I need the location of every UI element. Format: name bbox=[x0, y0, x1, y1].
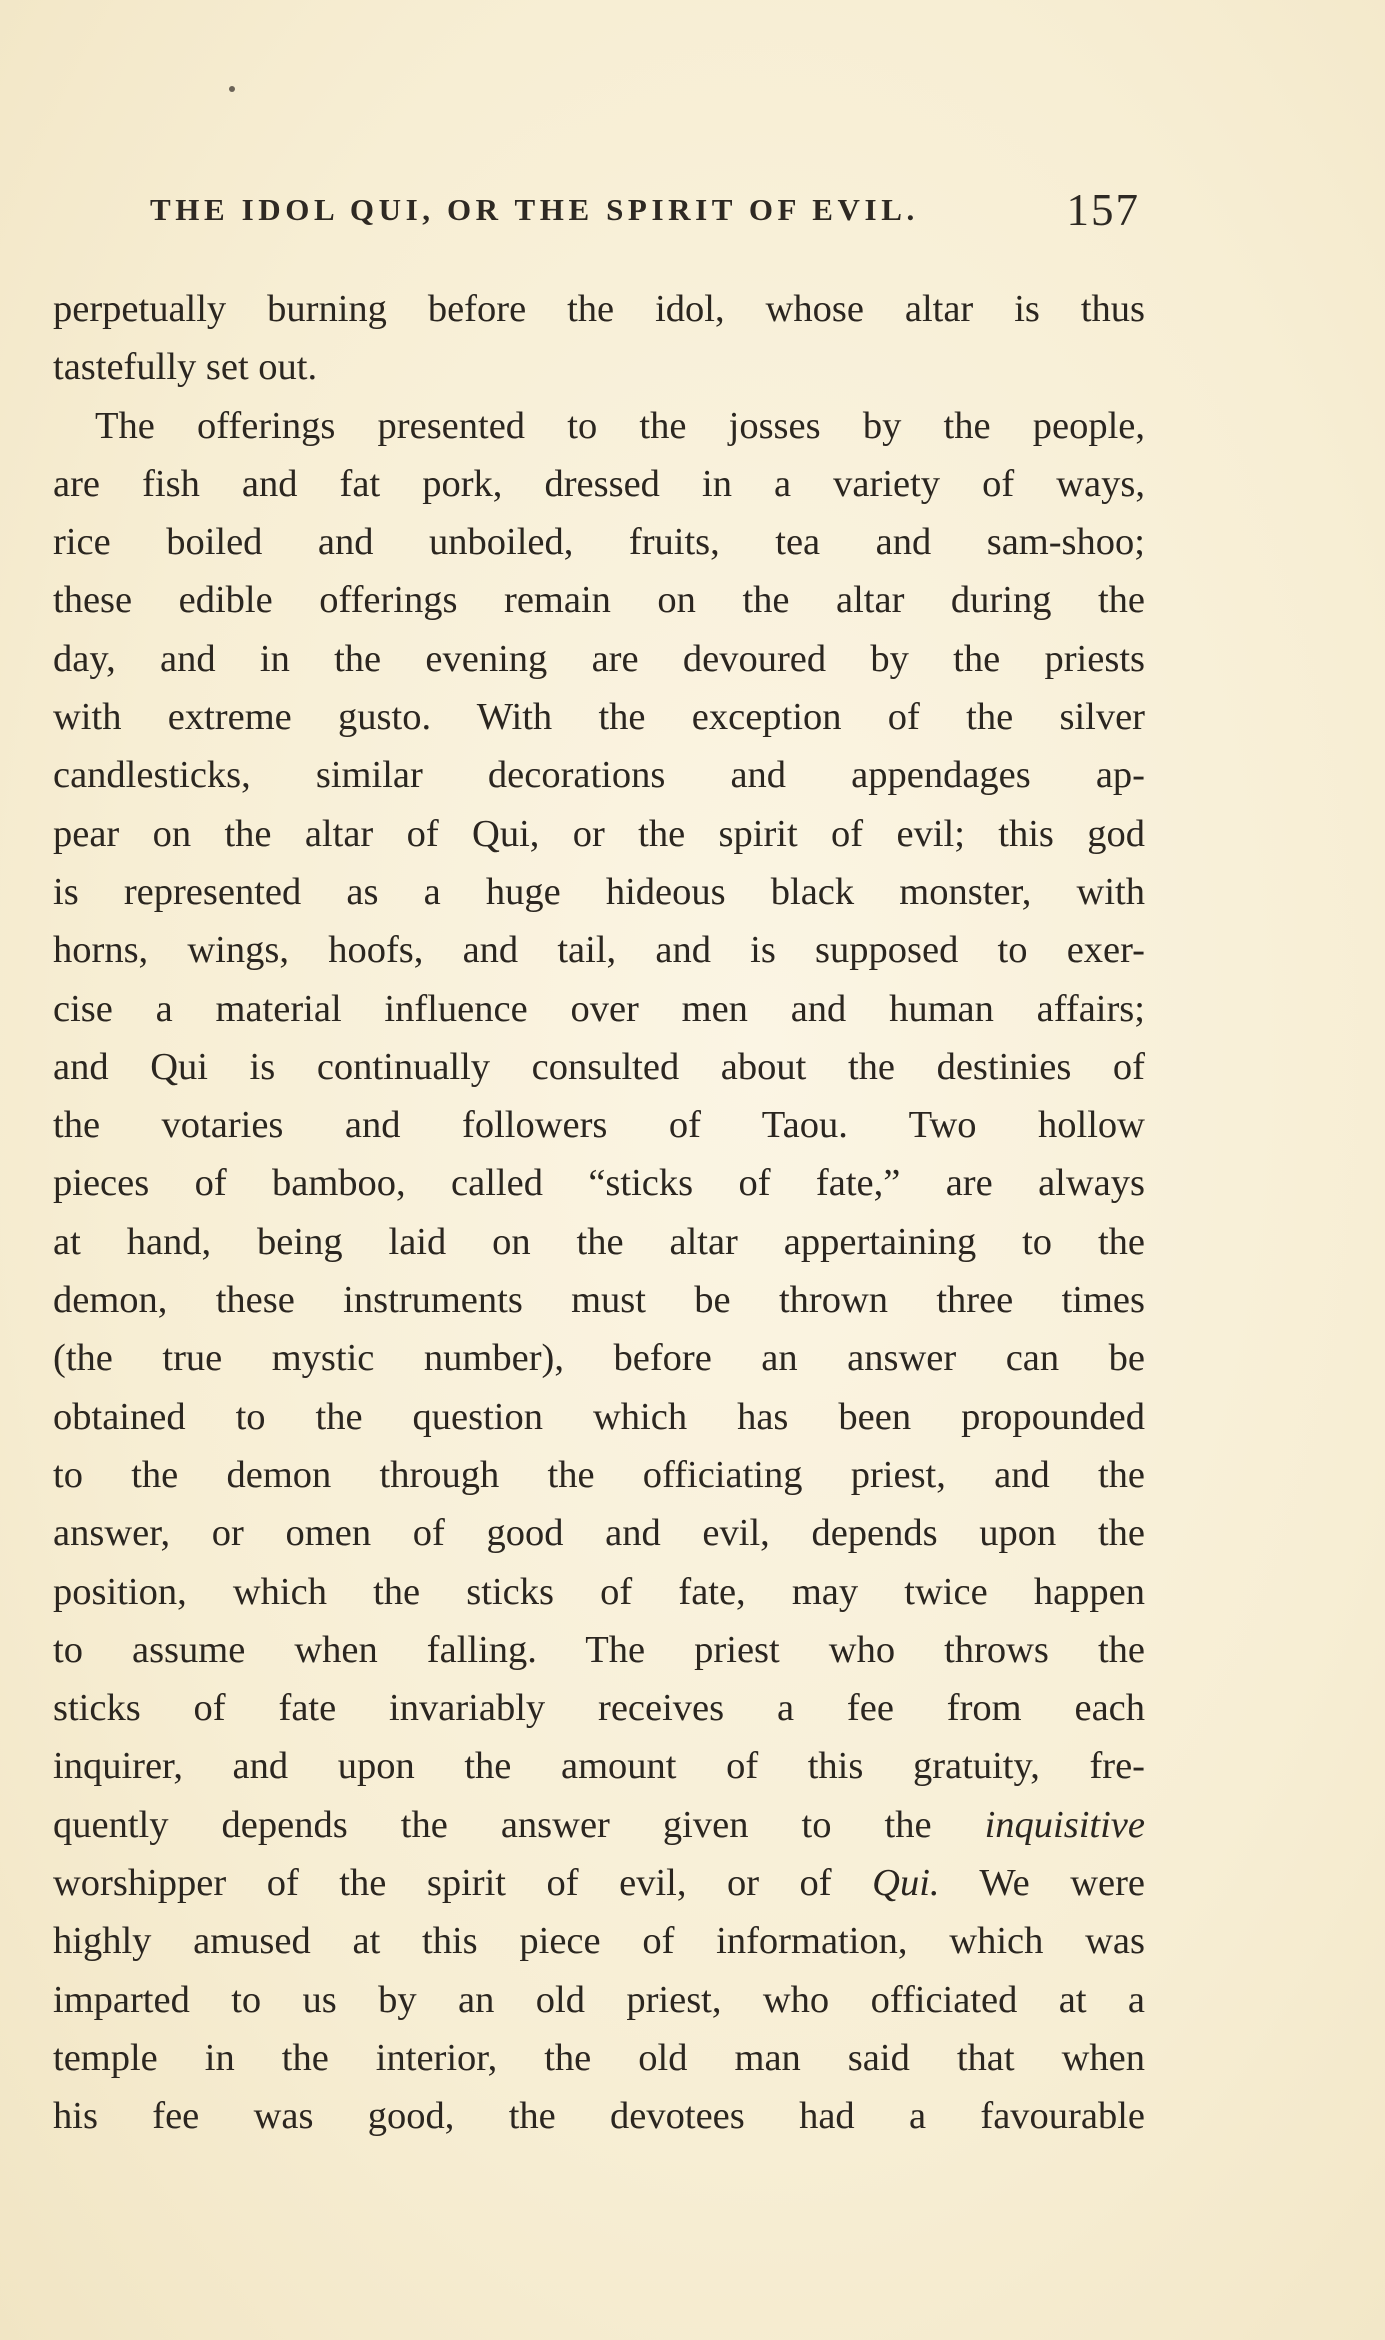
text-line: at hand, being laid on the altar appertaining to the bbox=[53, 1220, 1145, 1263]
text-line: demon, these instruments must be thrown three times bbox=[53, 1279, 1145, 1322]
page-number: 157 bbox=[1066, 185, 1140, 235]
text-line: candlesticks, similar decorations and appendages ap- bbox=[53, 754, 1145, 797]
text-line: day, and in the evening are devoured by the priests bbox=[53, 637, 1145, 680]
italic-word: inquisitive bbox=[984, 1803, 1145, 1846]
text-line: temple in the interior, the old man said that when bbox=[53, 2036, 1145, 2079]
text-line: and Qui is continually consulted about the destinies of bbox=[53, 1045, 1145, 1088]
text-line: cise a material influence over men and human affairs; bbox=[53, 987, 1145, 1030]
running-head bbox=[150, 184, 1140, 240]
text-line: answer, or omen of good and evil, depends upon the bbox=[53, 1512, 1145, 1555]
text-line: sticks of fate invariably receives a fee from each bbox=[53, 1687, 1145, 1730]
text-line: obtained to the question which has been propounded bbox=[53, 1395, 1145, 1438]
text-line: pear on the altar of Qui, or the spirit of evil; this god bbox=[53, 812, 1145, 855]
text-line: are fish and fat pork, dressed in a variety of ways, bbox=[53, 462, 1145, 505]
text-line: with extreme gusto. With the exception of the silver bbox=[53, 696, 1145, 739]
text-line: The offerings presented to the josses by the people, bbox=[95, 404, 1145, 447]
text-line: rice boiled and unboiled, fruits, tea and sam-shoo; bbox=[53, 521, 1145, 564]
text-segment: quently depends the answer given to the bbox=[53, 1803, 985, 1846]
text-segment: We were bbox=[939, 1862, 1145, 1905]
text-line: to assume when falling. The priest who throws the bbox=[53, 1628, 1145, 1671]
ink-speck bbox=[229, 86, 235, 92]
text-line: tastefully set out. bbox=[53, 346, 318, 389]
text-line: (the true mystic number), before an answer can be bbox=[53, 1337, 1145, 1380]
running-title: THE IDOL QUI, OR THE SPIRIT OF EVIL. bbox=[150, 192, 919, 227]
text-line: the votaries and followers of Taou. Two hollow bbox=[53, 1104, 1145, 1147]
italic-word: Qui. bbox=[872, 1862, 940, 1905]
text-segment: worshipper of the spirit of evil, or of bbox=[53, 1862, 873, 1905]
text-line: his fee was good, the devotees had a favourable bbox=[53, 2095, 1145, 2138]
text-line: perpetually burning before the idol, whose altar is thus bbox=[53, 288, 1145, 330]
body-text bbox=[53, 280, 1145, 2146]
text-line: pieces of bamboo, called “sticks of fate,” are always bbox=[53, 1162, 1145, 1205]
text-line-with-italic bbox=[53, 1796, 1145, 1854]
text-line: is represented as a huge hideous black monster, with bbox=[53, 870, 1145, 913]
text-line: position, which the sticks of fate, may twice happen bbox=[53, 1570, 1145, 1613]
text-line: highly amused at this piece of information, which was bbox=[53, 1920, 1145, 1963]
text-line: to the demon through the officiating priest, and the bbox=[53, 1453, 1145, 1496]
text-line-with-italic bbox=[53, 1854, 1145, 1912]
text-line: horns, wings, hoofs, and tail, and is supposed to exer- bbox=[53, 929, 1145, 972]
text-line: these edible offerings remain on the altar during the bbox=[53, 579, 1145, 622]
text-line: inquirer, and upon the amount of this gratuity, fre- bbox=[53, 1745, 1145, 1788]
text-line: imparted to us by an old priest, who officiated at a bbox=[53, 1978, 1145, 2021]
